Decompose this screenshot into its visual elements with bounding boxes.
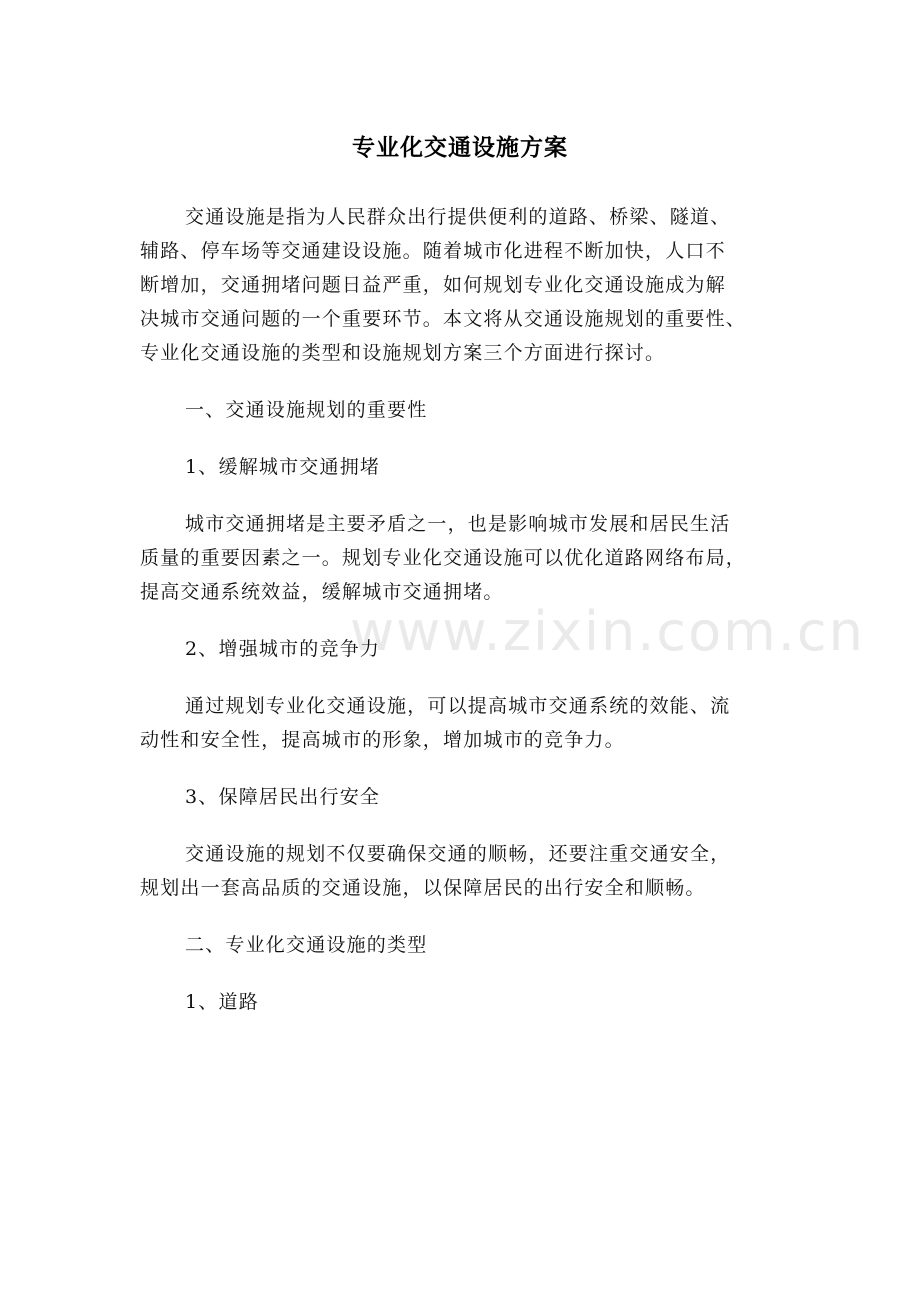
paragraph-line: 决城市交通问题的一个重要环节。本文将从交通设施规划的重要性、 bbox=[140, 308, 747, 330]
subsection-heading bbox=[140, 780, 790, 814]
subsection-heading-text: 1、缓解城市交通拥堵 bbox=[185, 456, 381, 478]
watermark: www.zixin.com.cn bbox=[350, 600, 865, 663]
section-heading bbox=[140, 928, 790, 962]
document-title: 专业化交通设施方案 bbox=[352, 135, 568, 161]
paragraph-line: 提高交通系统效益，缓解城市交通拥堵。 bbox=[140, 581, 504, 603]
paragraph-intro bbox=[140, 200, 790, 370]
subsection-heading bbox=[140, 632, 790, 666]
paragraph-line: 规划出一套高品质的交通设施，以保障居民的出行安全和顺畅。 bbox=[140, 877, 706, 899]
paragraph-line: 交通设施是指为人民群众出行提供便利的道路、桥梁、隧道、 bbox=[185, 206, 731, 228]
subsection-heading-text: 3、保障居民出行安全 bbox=[185, 786, 381, 808]
subsection-heading-text: 1、道路 bbox=[185, 991, 259, 1013]
subsection-heading-text: 2、增强城市的竞争力 bbox=[185, 638, 381, 660]
paragraph-line: 专业化交通设施的类型和设施规划方案三个方面进行探讨。 bbox=[140, 342, 666, 364]
section-heading-text: 一、交通设施规划的重要性 bbox=[185, 399, 428, 421]
paragraph-line: 城市交通拥堵是主要矛盾之一，也是影响城市发展和居民生活 bbox=[185, 513, 731, 535]
paragraph-line: 动性和安全性，提高城市的形象，增加城市的竞争力。 bbox=[140, 729, 625, 751]
document-body bbox=[140, 200, 790, 1019]
paragraph-line: 通过规划专业化交通设施，可以提高城市交通系统的效能、流 bbox=[185, 695, 731, 717]
subsection-heading bbox=[140, 985, 790, 1019]
paragraph bbox=[140, 507, 790, 609]
subsection-heading bbox=[140, 450, 790, 484]
paragraph-line: 断增加，交通拥堵问题日益严重，如何规划专业化交通设施成为解 bbox=[140, 274, 726, 296]
paragraph-line: 辅路、停车场等交通建设设施。随着城市化进程不断加快，人口不 bbox=[140, 240, 726, 262]
section-heading-text: 二、专业化交通设施的类型 bbox=[185, 934, 428, 956]
paragraph-line: 交通设施的规划不仅要确保交通的顺畅，还要注重交通安全， bbox=[185, 843, 731, 865]
paragraph-line: 质量的重要因素之一。规划专业化交通设施可以优化道路网络布局， bbox=[140, 547, 747, 569]
paragraph bbox=[140, 689, 790, 757]
paragraph bbox=[140, 837, 790, 905]
section-heading bbox=[140, 393, 790, 427]
